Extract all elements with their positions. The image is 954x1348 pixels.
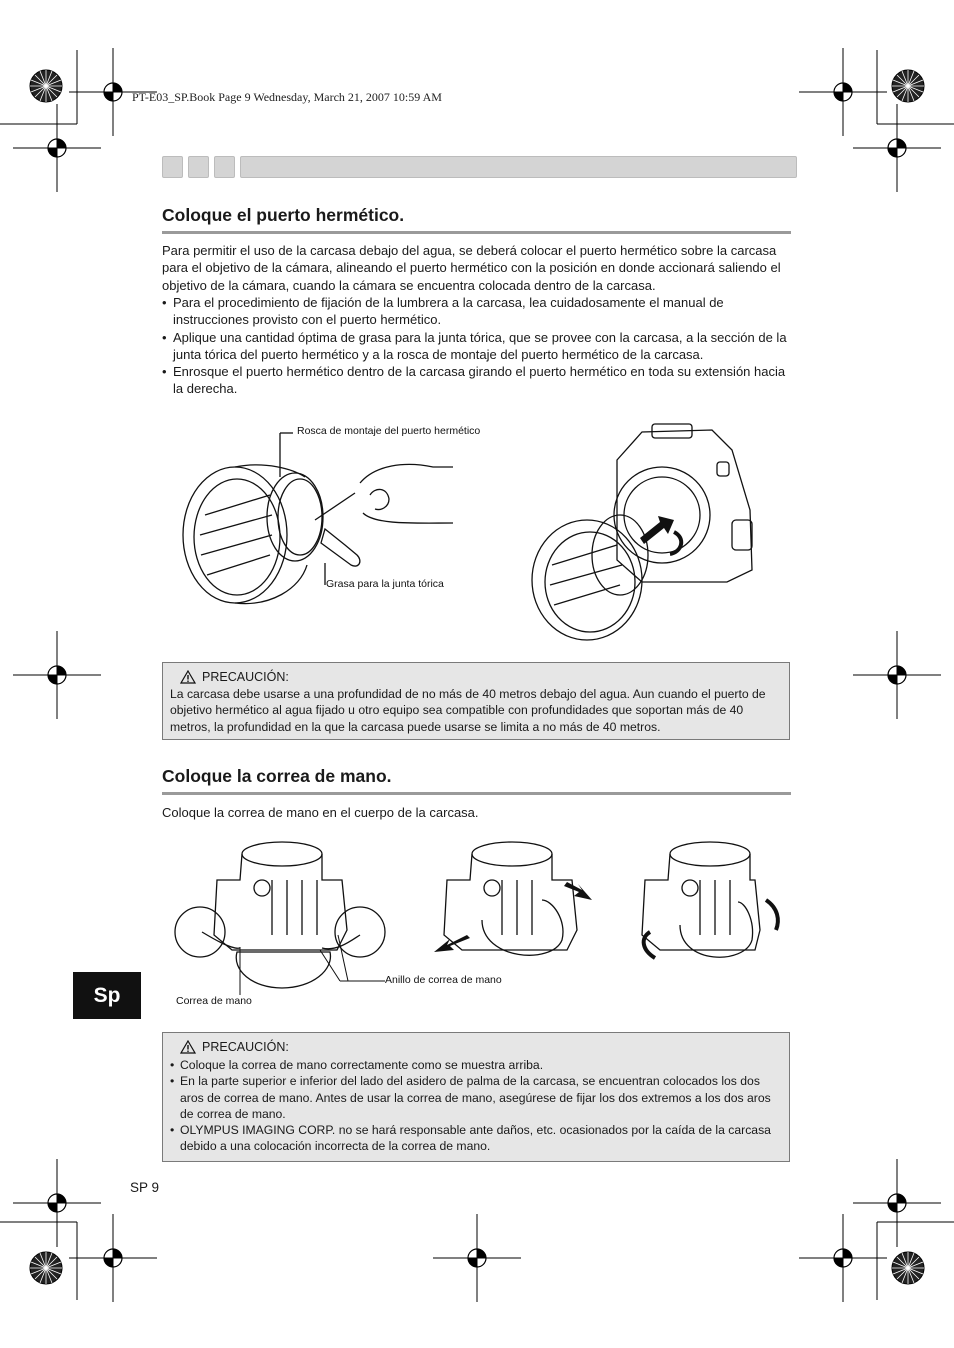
list-item: • OLYMPUS IMAGING CORP. no se hará responsable ante daños, etc. ocasionados por la caída de la carcasa debido a una colocación incorrecta de la correa de mano. [170,1122,782,1154]
section-intro-strap: Coloque la correa de mano en el cuerpo de la carcasa. [162,805,479,820]
header-bar-main [240,156,797,178]
caution-heading-text: PRECAUCIÓN: [202,1040,289,1054]
section-title-port: Coloque el puerto hermético. [162,205,791,234]
section-intro-port: Para permitir el uso de la carcasa debajo del agua, se deberá colocar el puerto hermético sobre la carcasa para el objetivo de la cámara, alineando el puerto hermético con la posición en donde accionará saliendo el objetivo de la cámara, cuando la cámara se encuentra colocada dentro de la carcasa. [162,243,781,293]
warning-triangle-icon [180,670,196,684]
bullet-list-port [162,294,792,398]
figure-housing-port [522,420,782,650]
list-item: • En la parte superior e inferior del lado del asidero de palma de la carcasa, se encuentran colocados los dos aros de correa de mano. Antes de usar la correa de mano, asegúrese de fijar los dos extremos a los dos aros de correa de mano. [170,1073,782,1122]
label-strap: Correa de mano [176,995,252,1007]
caution-heading-text: PRECAUCIÓN: [202,670,289,684]
caution-text: La carcasa debe usarse a una profundidad de no más de 40 metros debajo del agua. Aun cuando el puerto de objetivo hermético al agua fijado u otro equipo sea compatible con profundidades que soportan más de 40 metros, la profundidad en la que la carcasa puede usarse se limita a no más de 40 metros. [170,687,766,734]
figure-strap-step-2 [432,840,602,970]
book-header-info: PT-E03_SP.Book Page 9 Wednesday, March 21, 2007 10:59 AM [132,90,442,104]
list-item: • Para el procedimiento de fijación de la lumbrera a la carcasa, lea cuidadosamente el manual de instrucciones provisto con el puerto hermético. [162,294,792,329]
caution-box-depth [162,662,790,740]
label-strap-ring: Anillo de correa de mano [385,974,502,986]
list-item: • Coloque la correa de mano correctamente como se muestra arriba. [170,1057,782,1073]
caution-bullet-list [170,1057,782,1154]
list-item: • Enrosque el puerto hermético dentro de la carcasa girando el puerto hermético en toda su extensión hacia la derecha. [162,363,792,398]
caution-heading [180,1039,782,1055]
label-grease: Grasa para la junta tórica [326,578,444,590]
header-bar-block-2 [188,156,209,178]
caution-box-strap [162,1032,790,1162]
list-item: • Aplique una cantidad óptima de grasa para la junta tórica, que se provee con la carcasa, a la sección de la junta tórica del puerto hermético y a la rosca de montaje del puerto hermético de la carcasa. [162,329,792,364]
header-bar-block-3 [214,156,235,178]
label-thread: Rosca de montaje del puerto hermético [297,425,481,437]
section-title-strap: Coloque la correa de mano. [162,766,791,795]
page-number: SP 9 [130,1180,160,1195]
header-bar-block-1 [162,156,183,178]
warning-triangle-icon [180,1040,196,1054]
figure-port-grease [175,425,475,625]
language-tab: Sp [73,972,141,1019]
caution-heading [180,669,782,685]
figure-strap-step-3 [630,840,790,970]
strap-leader-lines [200,905,420,985]
